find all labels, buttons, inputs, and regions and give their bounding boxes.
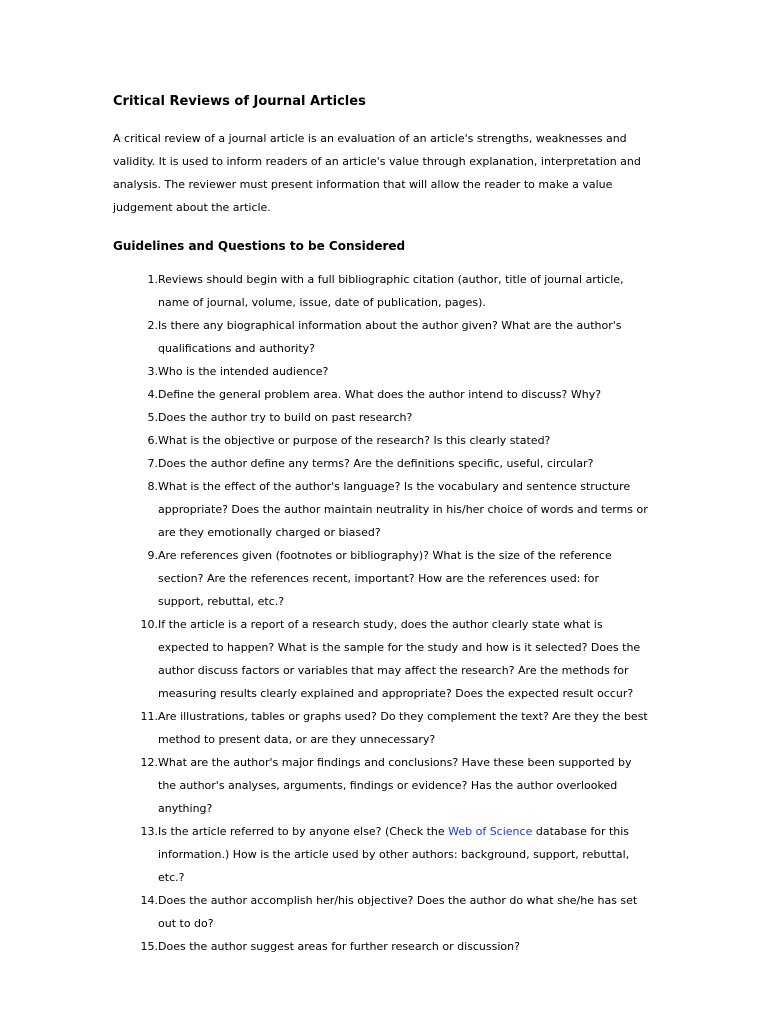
item-text: Does the author accomplish her/his objective? Does the author do what she/he has set out to do? [158,894,638,930]
item-number: 6. [147,434,158,447]
item-text: What is the objective or purpose of the research? Is this clearly stated? [158,434,551,447]
item-number: 2. [147,319,158,332]
item-text: Who is the intended audience? [158,365,329,378]
item-number: 14. [140,894,158,907]
item-text: Is there any biographical information about the author given? What are the author's qualifications and authority? [158,319,622,355]
section-heading: Guidelines and Questions to be Considered [113,239,406,253]
list-item [113,314,648,360]
item-text: Does the author suggest areas for further research or discussion? [158,940,520,953]
item-number: 3. [147,365,158,378]
list-item [113,429,648,452]
list-item [113,889,648,935]
intro-paragraph: A critical review of a journal article is an evaluation of an article's strengths, weaknesses and validity. It is used to inform readers of an article's value through explanation, interpretation and analysis. The reviewer must present information that will allow the reader to make a value judgement about the article. [113,132,641,214]
item-text: Are illustrations, tables or graphs used? Do they complement the text? Are they the best method to present data, or are they unnecessary? [158,710,648,746]
list-item [113,935,648,958]
item-number: 4. [147,388,158,401]
item-number: 15. [140,940,158,953]
list-item [113,383,648,406]
item-text-before-link: Is the article referred to by anyone else? (Check the [158,825,449,838]
list-item [113,475,648,544]
item-text: Define the general problem area. What does the author intend to discuss? Why? [158,388,602,401]
item-number: 10. [140,618,158,631]
list-item [113,820,648,889]
list-item [113,544,648,613]
item-text: Reviews should begin with a full bibliographic citation (author, title of journal article, name of journal, volume, issue, date of publication, pages). [158,273,624,309]
item-number: 1. [147,273,158,286]
list-item [113,452,648,475]
item-text: Are references given (footnotes or bibliography)? What is the size of the reference section? Are the references recent, important? How are the references used: for support, rebuttal, etc.? [158,549,612,608]
item-text-after-link: database for this information.) How is the article used by other authors: background, support, rebuttal, etc.? [158,825,630,884]
item-number: 5. [147,411,158,424]
list-item [113,360,648,383]
item-number: 12. [140,756,158,769]
list-item [113,268,648,314]
item-text [158,820,648,889]
item-text: What is the effect of the author's language? Is the vocabulary and sentence structure appropriate? Does the author maintain neutrality in his/her choice of words and terms or are they emotionally charged or biased? [158,480,648,539]
item-number: 7. [147,457,158,470]
item-text: Does the author define any terms? Are the definitions specific, useful, circular? [158,457,594,470]
item-text: If the article is a report of a research study, does the author clearly state what is expected to happen? What is the sample for the study and how is it selected? Does the author discuss factors or variables that may affect the research? Are the methods for measuring results clearly explained and appropriate? Does the expected result occur? [158,618,641,700]
item-number: 8. [147,480,158,493]
web-of-science-link[interactable]: Web of Science [448,825,533,838]
list-item [113,406,648,429]
item-number: 9. [147,549,158,562]
item-text: What are the author's major findings and conclusions? Have these been supported by the author's analyses, arguments, findings or evidence? Has the author overlooked anything? [158,756,632,815]
item-text: Does the author try to build on past research? [158,411,413,424]
list-item [113,613,648,705]
item-number: 11. [140,710,158,723]
guidelines-list [113,268,648,958]
list-item [113,751,648,820]
document-title: Critical Reviews of Journal Articles [113,94,366,109]
item-number: 13. [140,825,158,838]
list-item [113,705,648,751]
